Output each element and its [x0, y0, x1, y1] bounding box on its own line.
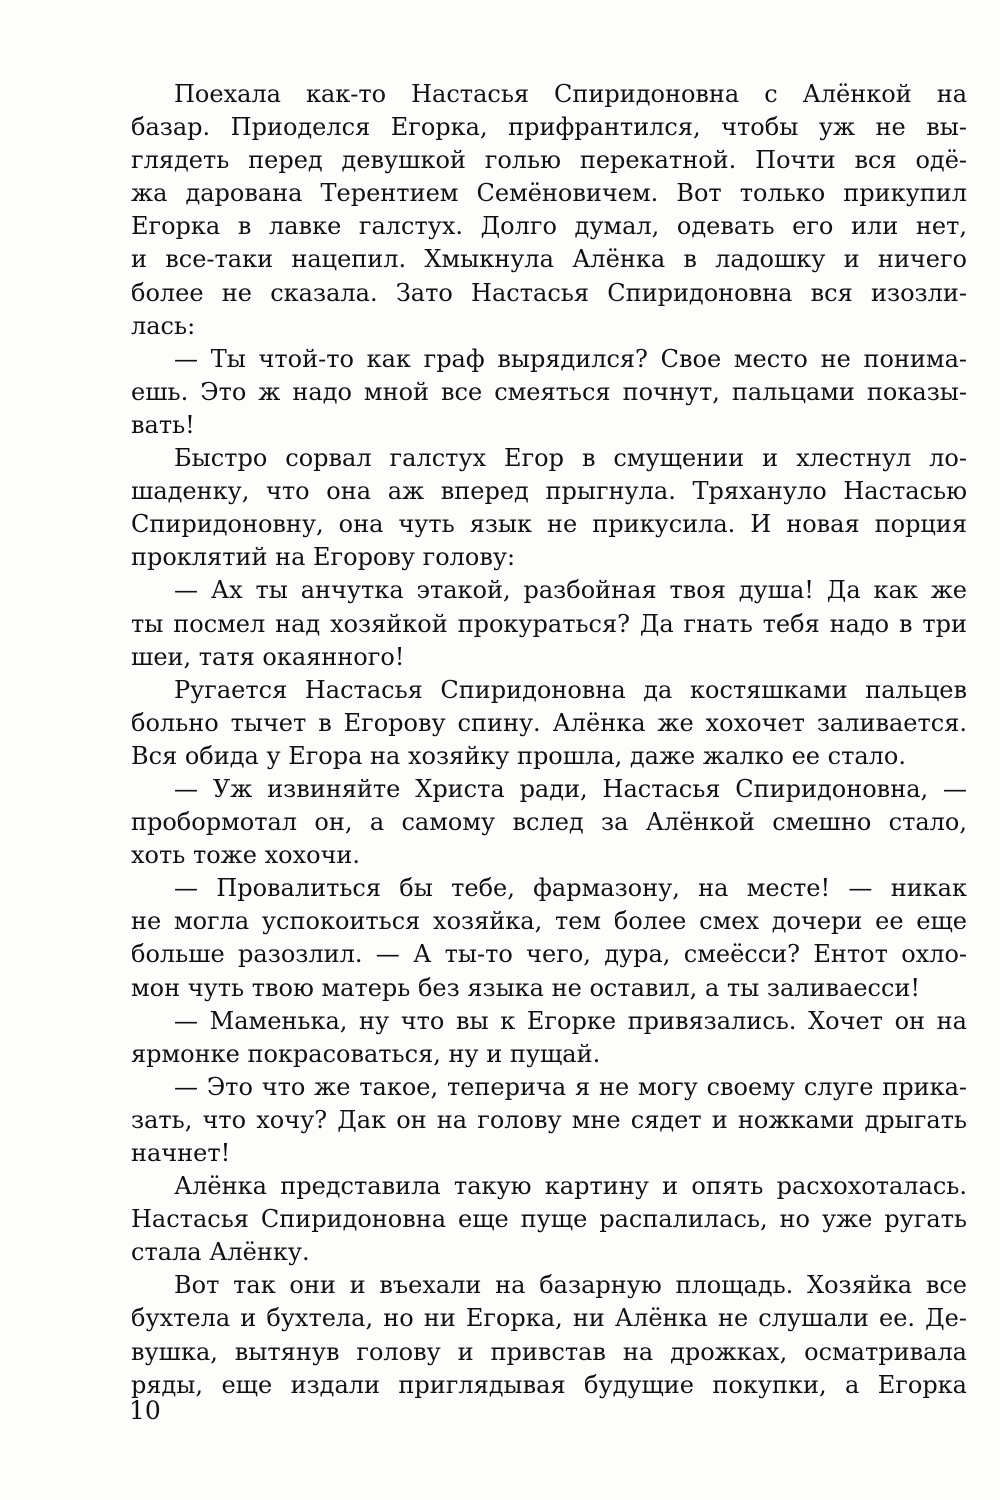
body-text [131, 78, 967, 1402]
text-line: Ругается Настасья Спиридоновна да костяшками пальцев [174, 675, 967, 704]
text-line: стала Алёнку. [131, 1238, 310, 1267]
text-line: — Уж извиняйте Христа ради, Настасья Спиридоновна, — [174, 774, 967, 803]
text-line: — Это что же такое, теперича я не могу своему слуге прика- [174, 1072, 967, 1101]
text-line: Вот так они и въехали на базарную площадь. Хозяйка все [174, 1271, 967, 1300]
text-line: Настасья Спиридоновна еще пуще распалилась, но уже ругать [131, 1205, 967, 1234]
text-line: хоть тоже хохочи. [131, 841, 361, 870]
page-number: 10 [129, 1396, 161, 1425]
text-line: более не сказала. Зато Настасья Спиридоновна вся изозли- [131, 278, 967, 307]
text-line: — Маменька, ну что вы к Егорке привязались. Хочет он на [174, 1006, 967, 1035]
text-line: бухтела и бухтела, но ни Егорка, ни Алёнка не слушали ее. Де- [131, 1304, 967, 1333]
text-line: пробормотал он, а самому вслед за Алёнкой смешно стало, [131, 808, 967, 837]
text-line: ешь. Это ж надо мной все смеяться почнут, пальцами показы- [131, 377, 967, 406]
text-line: — Ты чтой-то как граф вырядился? Свое место не понима- [174, 344, 967, 373]
text-line: ты посмел над хозяйкой прокураться? Да гнать тебя надо в три [131, 609, 967, 638]
text-line: шеи, татя окаянного! [131, 642, 405, 671]
text-line: Быстро сорвал галстух Егор в смущении и хлестнул ло- [174, 444, 967, 473]
text-line: — Провалиться бы тебе, фармазону, на месте! — никак [174, 874, 967, 903]
text-line: больше разозлил. — А ты-то чего, дура, смеёсси? Ентот охло- [131, 940, 967, 969]
text-line: Поехала как-то Настасья Спиридоновна с Алёнкой на [174, 80, 967, 108]
text-line: Алёнка представила такую картину и опять расхохоталась. [174, 1172, 967, 1201]
text-line: вать! [131, 410, 195, 439]
text-line: зать, что хочу? Дак он на голову мне сядет и ножками дрыгать [131, 1105, 967, 1134]
text-line: Спиридоновну, она чуть язык не прикусила. И новая порция [131, 510, 967, 539]
text-line: мон чуть твою матерь без языка не оставил, а ты заливаесси! [131, 973, 921, 1002]
text-line: вушка, вытянув голову и привстав на дрожках, осматривала [131, 1337, 967, 1366]
text-line: ярмонке покрасоваться, ну и пущай. [131, 1039, 601, 1068]
text-line: больно тычет в Егорову спину. Алёнка же хохочет заливается. [131, 708, 967, 737]
text-line: Егорка в лавке галстух. Долго думал, одевать его или нет, [131, 212, 967, 241]
text-line: лась: [131, 311, 196, 340]
text-line: ряды, еще издали приглядывая будущие покупки, а Егорка [131, 1370, 967, 1399]
text-line: шаденку, что она аж вперед прыгнула. Тряхануло Настасью [131, 477, 967, 506]
text-line: начнет! [131, 1139, 231, 1167]
text-line: и все-таки нацепил. Хмыкнула Алёнка в ладошку и ничего [131, 245, 967, 274]
text-line: жа дарована Терентием Семёновичем. Вот только прикупил [131, 179, 967, 208]
text-line: Вся обида у Егора на хозяйку прошла, даже жалко ее стало. [131, 741, 906, 770]
text-line: проклятий на Егорову голову: [131, 543, 516, 572]
text-line: — Ах ты анчутка этакой, разбойная твоя душа! Да как же [174, 576, 967, 605]
text-line: не могла успокоиться хозяйка, тем более смех дочери ее еще [131, 907, 967, 936]
text-line: глядеть перед девушкой голью перекатной. Почти вся одё- [131, 146, 967, 175]
text-line: базар. Приоделся Егорка, прифрантился, чтобы уж не вы- [131, 113, 967, 142]
